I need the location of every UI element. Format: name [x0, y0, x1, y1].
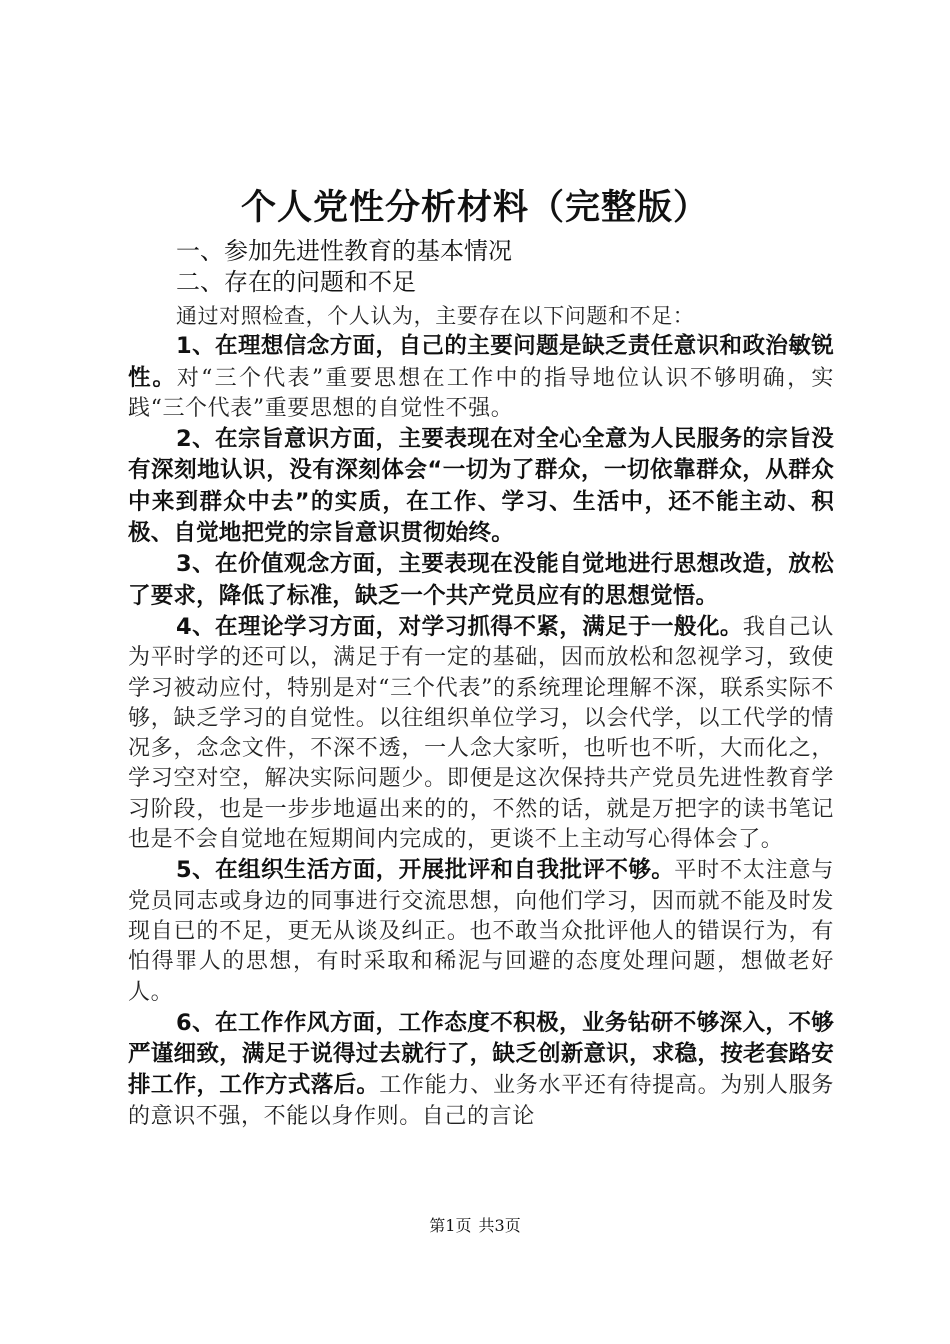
page-total: 共3页	[478, 1216, 521, 1235]
page-footer	[0, 1216, 950, 1236]
item-paragraph-5	[128, 855, 834, 1007]
item-paragraph-2	[128, 424, 834, 549]
document-body	[128, 236, 834, 1132]
section-heading-2: 二、存在的问题和不足	[176, 268, 416, 296]
item-6-emphasis: 6、在工作作风方面，工作态度不积极，业务钻研不够深入，不够严谨细致，满足于说得过去就行了，缺乏创新意识，求稳，按老套路安排工作，工作方式落后。	[128, 1009, 834, 1099]
item-5-emphasis: 5、在组织生活方面，开展批评和自我批评不够。	[176, 857, 675, 884]
item-4-text: 我自己认为平时学的还可以，满足于有一定的基础，因而放松和忽视学习，致使学习被动应付，特别是对“三个代表”的系统理论理解不深，联系实际不够，缺乏学习的自觉性。以往组织单位学习，以会代学，以工代学的情况多，念念文件，不深不透，一人念大家听，也听也不听，大而化之，学习空对空，解决实际问题少。即便是这次保持共产党员先进性教育学习阶段，也是一步步地逼出来的的，不然的话，就是万把字的读书笔记也是不会自觉地在短期间内完成的，更谈不上主动写心得体会了。	[128, 614, 834, 853]
item-paragraph-1	[128, 331, 834, 424]
item-5-text: 平时不太注意与党员同志或身边的同事进行交流思想，向他们学习，因而就不能及时发现自已的不足，更无从谈及纠正。也不敢当众批评他人的错误行为，有怕得罪人的思想，有时采取和稀泥与回避的态度处理问题，想做老好人。	[128, 858, 835, 1005]
item-paragraph-6	[128, 1008, 834, 1132]
section-heading-1: 一、参加先进性教育的基本情况	[176, 237, 512, 265]
item-paragraph-4	[128, 612, 834, 855]
item-3-emphasis: 3、在价值观念方面，主要表现在没能自觉地进行思想改造，放松了要求，降低了标准，缺乏一个共产党员应有的思想觉悟。	[128, 551, 834, 609]
document-title: 个人党性分析材料（完整版）	[240, 187, 709, 228]
item-4-emphasis: 4、在理论学习方面，对学习抓得不紧，满足于一般化。	[176, 613, 743, 640]
item-1-text: 对“三个代表”重要思想在工作中的指导地位认识不够明确，实践“三个代表”重要思想的自觉性不强。	[128, 365, 835, 421]
page-number: 第1页	[429, 1216, 472, 1235]
item-1-emphasis: 1、在理想信念方面，自己的主要问题是缺乏责任意识和政治敏锐性。	[128, 333, 834, 391]
item-2-emphasis: 2、在宗旨意识方面，主要表现在对全心全意为人民服务的宗旨没有深刻地认识，没有深刻体会“一切为了群众，一切依靠群众，从群众中来到群众中去”的实质，在工作、学习、生活中，还不能主动、积极、自觉地把党的宗旨意识贯彻始终。	[128, 426, 834, 547]
intro-paragraph: 通过对照检查，个人认为，主要存在以下问题和不足：	[176, 304, 695, 328]
item-6-text: 工作能力、业务水平还有待提高。为别人服务的意识不强，不能以身作则。自己的言论	[128, 1073, 834, 1129]
item-paragraph-3	[128, 549, 834, 612]
